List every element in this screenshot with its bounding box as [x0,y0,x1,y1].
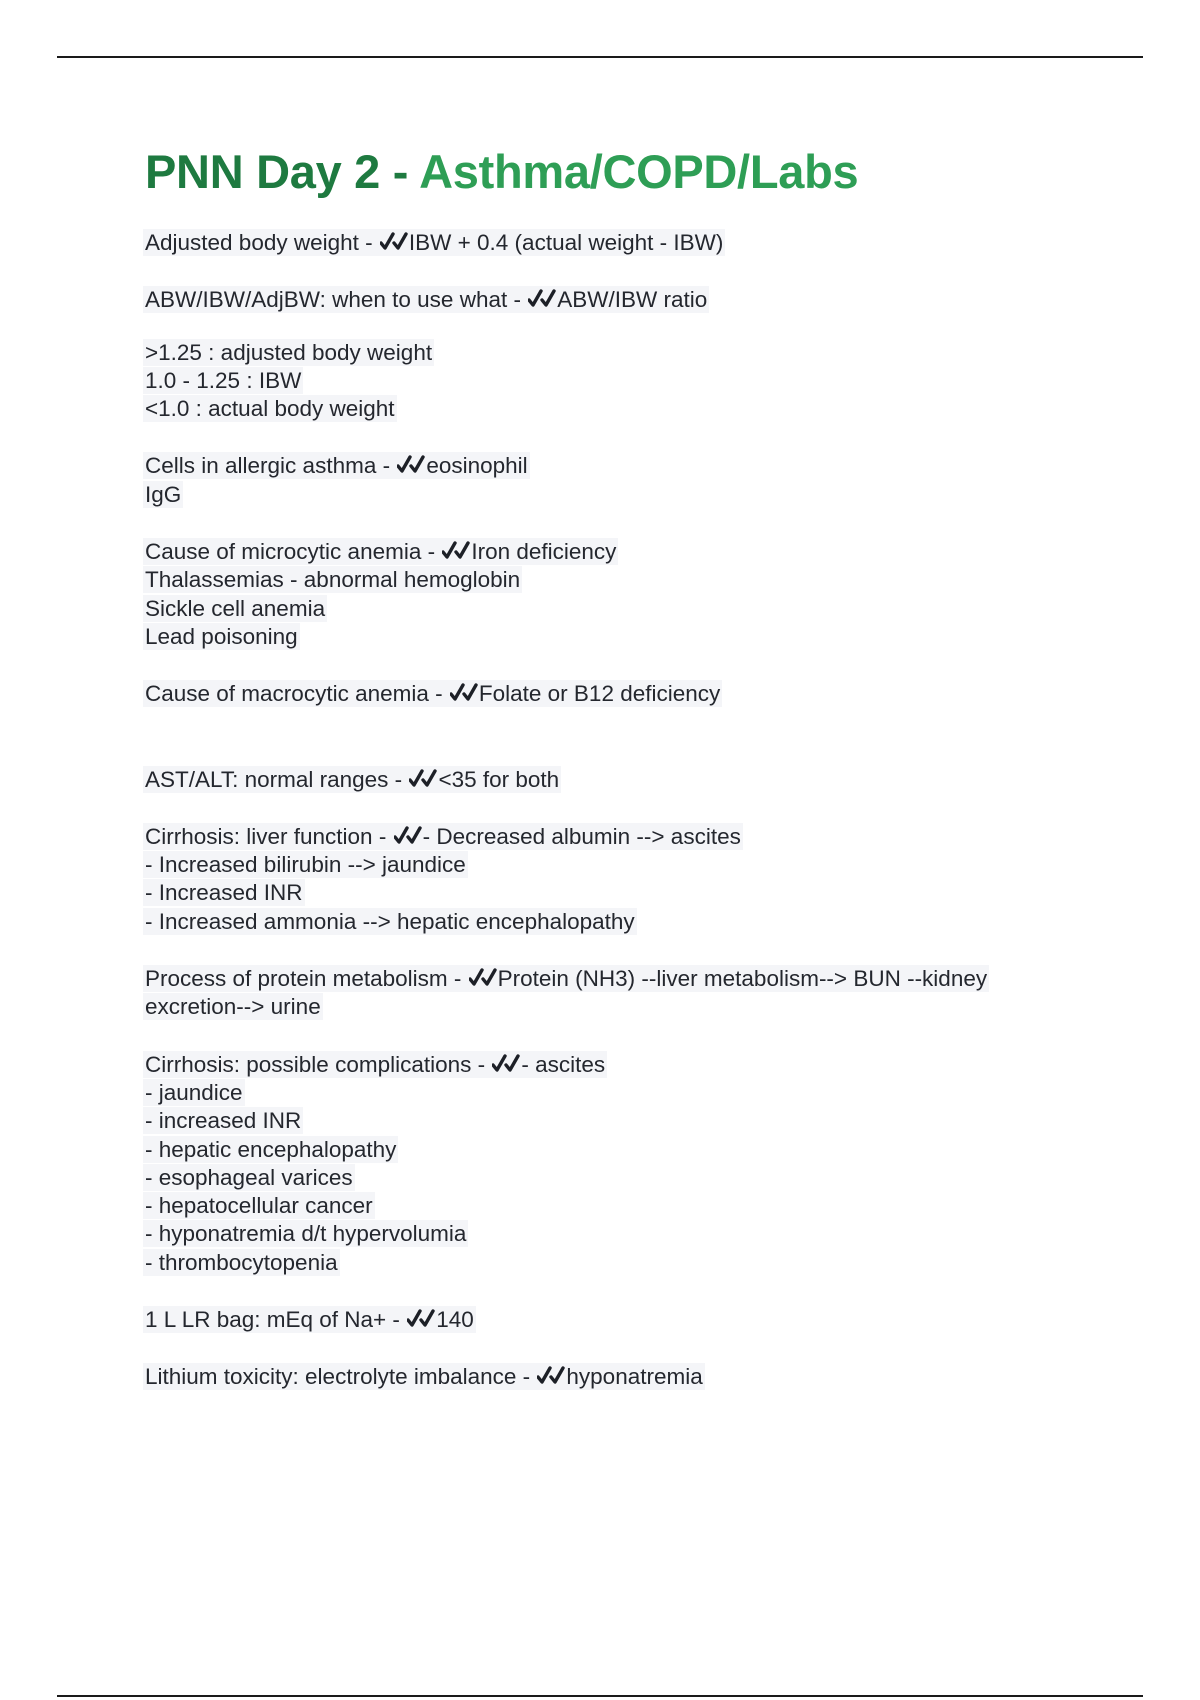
entry-answer: hyponatremia [566,1364,703,1390]
flashcard-entry [145,680,1145,708]
entry-question: AST/ALT: normal ranges - [145,766,409,792]
entry-question: Cirrhosis: possible complications - [145,1051,492,1077]
entry-answer-text: - Increased ammonia --> hepatic encephalopathy [145,908,635,934]
entry-answer-text: Thalassemias - abnormal hemoglobin [145,567,521,593]
entry-first-line [145,680,1145,708]
entry-answer-text: excretion--> urine [145,994,321,1020]
double-check-icon [397,454,425,476]
entry-answer-line [145,315,1145,339]
entry-answer-line [145,993,1145,1021]
double-check-icon [409,768,437,790]
entry-answer-text: - thrombocytopenia [145,1249,338,1275]
entry-question: Cells in allergic asthma - [145,453,397,479]
entry-answer-text: IgG [145,481,182,507]
entry-question: Adjusted body weight - [145,230,379,255]
flashcard-entry [145,823,1145,936]
entry-first-line [145,1363,1145,1391]
entry-highlight [143,1051,607,1078]
entry-answer-text: - increased INR [145,1108,302,1134]
flashcard-entry [145,538,1145,651]
entry-question: 1 L LR bag: mEq of Na+ - [145,1307,407,1333]
entry-answer-text: - hyponatremia d/t hypervolumia [145,1221,467,1247]
entry-highlight [143,286,709,313]
entry-answer: eosinophil [426,453,528,479]
entry-highlight [143,766,561,793]
entry-first-line [145,1306,1145,1334]
entry-answer-text: - esophageal varices [145,1164,353,1190]
entry-answer-line [145,595,1145,623]
flashcard-entry [145,965,1145,1022]
entry-answer-line [145,1136,1145,1164]
entry-highlight [143,1306,476,1333]
document-page [145,140,1145,1421]
double-check-icon [450,682,478,704]
double-check-icon [528,288,556,310]
entry-answer-line [145,1164,1145,1192]
flashcard-entry [145,766,1145,794]
entry-answer-line [145,367,1145,395]
double-check-icon [537,1365,565,1387]
entry-highlight [143,823,743,850]
entry-question: Process of protein metabolism - [145,966,468,992]
document-title [145,145,1145,198]
entry-answer-line [145,481,1145,509]
entry-answer: Protein (NH3) --liver metabolism--> BUN --kidney [497,966,988,992]
entry-answer-text: - hepatic encephalopathy [145,1136,397,1162]
entry-answer: 140 [436,1307,474,1333]
entry-answer-line [145,879,1145,907]
flashcard-entry [145,1051,1145,1277]
entry-highlight [143,680,722,707]
entry-first-line [145,766,1145,794]
flashcard-list [145,229,1145,1392]
entry-answer-text: Lead poisoning [145,623,298,649]
entry-answer-line [145,1107,1145,1135]
top-divider [57,56,1143,58]
entry-answer-text: - Increased INR [145,880,303,906]
entry-question: Cause of microcytic anemia - [145,539,442,565]
entry-answer-line [145,1192,1145,1220]
entry-answer-line [145,339,1145,367]
entry-highlight [143,452,530,479]
entry-answer-line [145,1220,1145,1248]
flashcard-entry [145,286,1145,423]
entry-answer-text: - jaundice [145,1079,243,1105]
entry-answer-line [145,1249,1145,1277]
entry-answer-text: >1.25 : adjusted body weight [145,339,433,365]
title-part-1: PNN Day 2 - [145,145,420,198]
entry-answer: IBW + 0.4 (actual weight - IBW) [408,230,724,255]
entry-question: Cirrhosis: liver function - [145,823,393,849]
double-check-icon [492,1053,520,1075]
entry-question: Cause of macrocytic anemia - [145,681,449,707]
flashcard-entry [145,229,1145,257]
entry-highlight [143,1363,705,1390]
entry-answer: Iron deficiency [471,539,617,565]
entry-first-line [145,452,1145,480]
entry-answer: <35 for both [438,766,560,792]
entry-answer-line [145,851,1145,879]
entry-highlight [143,229,725,256]
entry-highlight [143,965,989,992]
entry-answer-text: - Increased bilirubin --> jaundice [145,852,466,878]
entry-answer: - ascites [521,1051,606,1077]
entry-first-line [145,538,1145,566]
flashcard-entry [145,452,1145,509]
entry-answer-line [145,395,1145,423]
entry-answer: ABW/IBW ratio [557,287,708,313]
double-check-icon [407,1308,435,1330]
double-check-icon [394,825,422,847]
entry-answer: Folate or B12 deficiency [478,681,721,707]
double-check-icon [469,967,497,989]
entry-highlight [143,538,618,565]
entry-answer-text: - hepatocellular cancer [145,1193,373,1219]
entry-answer-line [145,908,1145,936]
entry-question: Lithium toxicity: electrolyte imbalance - [145,1364,537,1390]
entry-first-line [145,286,1145,314]
entry-question: ABW/IBW/AdjBW: when to use what - [145,287,528,313]
entry-first-line [145,965,1145,993]
entry-first-line [145,823,1145,851]
title-part-2: Asthma/COPD/Labs [419,145,859,198]
entry-answer-text: <1.0 : actual body weight [145,396,395,422]
entry-first-line [145,229,1145,257]
flashcard-entry [145,1306,1145,1334]
bottom-divider [57,1695,1143,1697]
double-check-icon [442,540,470,562]
entry-answer-text: 1.0 - 1.25 : IBW [145,367,302,393]
entry-first-line [145,1051,1145,1079]
entry-answer-line [145,566,1145,594]
double-check-icon [380,231,408,253]
entry-answer-line [145,623,1145,651]
entry-answer-text: Sickle cell anemia [145,595,326,621]
entry-answer-line [145,1079,1145,1107]
flashcard-entry [145,1363,1145,1391]
entry-answer: - Decreased albumin --> ascites [422,823,741,849]
